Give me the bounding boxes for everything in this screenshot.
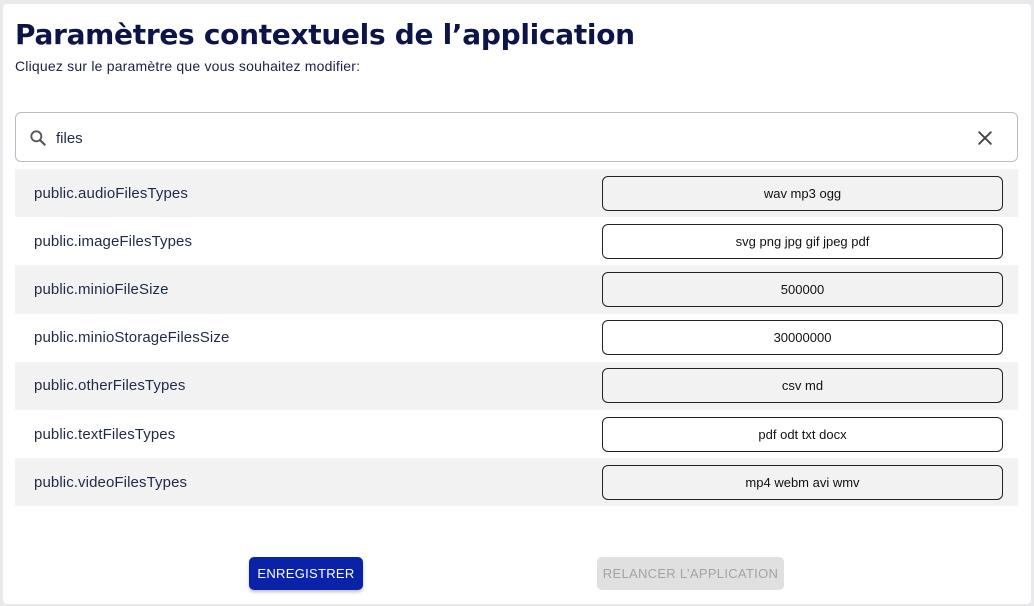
params-list [15, 169, 1018, 506]
param-row[interactable] [15, 362, 1018, 410]
param-key: public.otherFilesTypes [34, 377, 186, 395]
search-icon [28, 128, 48, 148]
param-key: public.minioStorageFilesSize [34, 329, 230, 347]
param-key: public.audioFilesTypes [34, 184, 188, 202]
param-value-field[interactable]: wav mp3 ogg [602, 176, 1003, 211]
search-input[interactable] [56, 125, 936, 151]
param-key: public.videoFilesTypes [34, 473, 188, 491]
param-row[interactable] [15, 314, 1018, 362]
param-value-field[interactable]: 500000 [602, 272, 1003, 307]
page-subtitle: Cliquez sur le paramètre que vous souhaitez modifier: [15, 58, 361, 74]
param-value-field[interactable]: csv md [602, 368, 1003, 403]
param-row[interactable] [15, 217, 1018, 265]
param-row[interactable] [15, 458, 1018, 506]
search-box[interactable] [15, 112, 1018, 162]
restart-app-button[interactable]: RELANCER L’APPLICATION [597, 557, 784, 590]
param-value-field[interactable]: 30000000 [602, 320, 1003, 355]
param-value-field[interactable]: mp4 webm avi wmv [602, 465, 1003, 500]
param-row[interactable] [15, 169, 1018, 217]
param-value-field[interactable]: pdf odt txt docx [602, 417, 1003, 452]
param-key: public.minioFileSize [34, 280, 169, 298]
param-value-field[interactable]: svg png jpg gif jpeg pdf [602, 224, 1003, 259]
param-key: public.textFilesTypes [34, 425, 176, 443]
page-title: Paramètres contextuels de l’application [15, 18, 635, 51]
close-icon[interactable] [975, 128, 995, 148]
param-row[interactable] [15, 265, 1018, 313]
settings-card [3, 4, 1031, 604]
param-row[interactable] [15, 410, 1018, 458]
param-key: public.imageFilesTypes [34, 232, 193, 250]
save-button[interactable]: ENREGISTRER [249, 557, 363, 590]
